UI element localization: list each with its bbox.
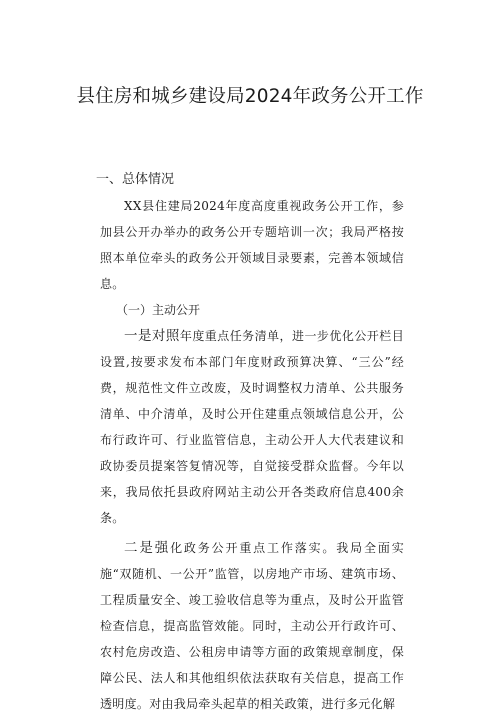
- item-paragraph-1: [100, 323, 404, 531]
- item-paragraph-2: [100, 535, 404, 717]
- item-text-1: 年度重点任务清单，进一步优化公开栏目设置,按要求发布本部门年度财政预算决算、“三公”经费，规范性文件立改废，及时调整权力清单、公共服务清单、中介清单，及时公开住建重点领域信息公开，公布行政许可、行业监管信息，主动公开人大代表建议和政协委员提案答复情况等，自觉接受群众监督。今年以来，我局依托县政府网站主动公开各类政府信息400余条。: [100, 329, 405, 525]
- section-paragraph: XX县住建局2024年度高度重视政务公开工作，参加县公开办举办的政务公开专题培训一次；我局严格按照本单位牵头的政务公开领域目录要素，完善本领域信息。: [100, 199, 404, 291]
- document-title: 县住房和城乡建设局2024年政务公开工作: [76, 86, 424, 107]
- item-lead-1: 一是对照: [124, 328, 180, 344]
- subsection-heading: （一）主动公开: [116, 303, 201, 317]
- document-body: [96, 166, 405, 717]
- item-text-2: 化政务公开重点工作落实。我局全面实施“双随机、一公开”监管，以房地产市场、建筑市场、工程质量安全、竣工验收信息等为重点，及时公开监管检查信息，提高监管效能。同时，主动公开行政许可、农村危房改造、公租房申请等方面的政策规章制度，保障公民、法人和其他组织依法获取有关信息，提高工作透明度。对由我局牵头起草的相关政策，进行多元化解: [100, 541, 404, 711]
- item-lead-2: 二是强: [124, 540, 171, 556]
- section-heading: 一、总体情况: [96, 172, 175, 187]
